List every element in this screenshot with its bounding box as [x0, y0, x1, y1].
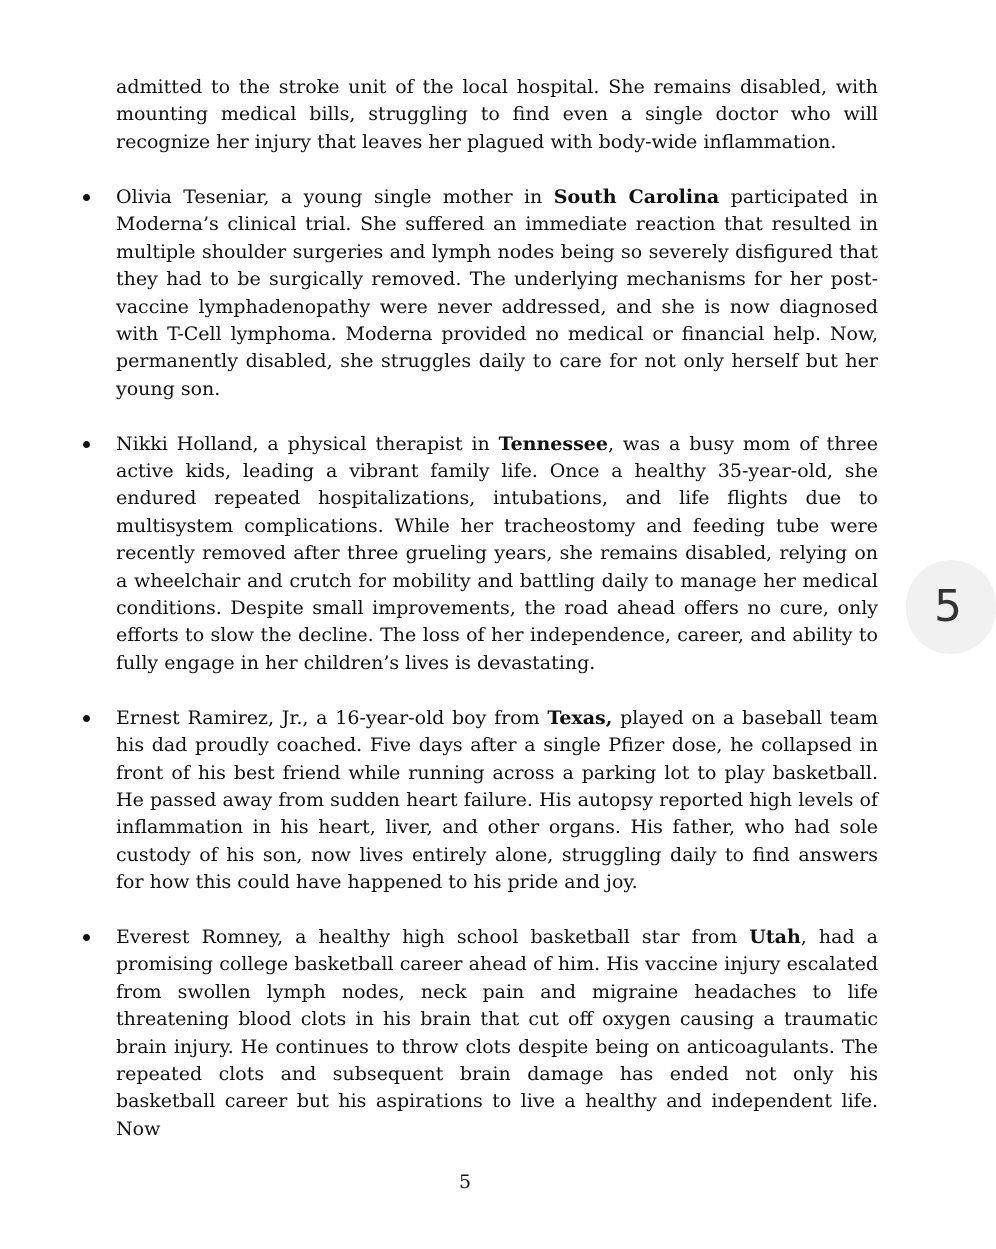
list-item	[0, 431, 878, 678]
bullet-dot-icon	[83, 715, 90, 722]
page-number: 5	[458, 1171, 472, 1193]
bullet-text-rest: participated in Moderna’s clinical trial. She suffered an immediate reaction that resulted in multiple shoulder surgeries and lymph nodes being so severely disfigured that they had to be surgically removed. The underlying mechanisms for her post-vaccine lymphadenopathy were never addressed, and she is now diagnosed with T-Cell lymphoma. Moderna provided no medical or financial help. Now, permanently disabled, she struggles daily to care for not only herself but her young son.	[116, 186, 878, 400]
bullet-text-rest: , was a busy mom of three active kids, leading a vibrant family life. Once a healthy 35-year-old, she endured repeated hospitalizations, intubations, and life flights due to multisystem complications. While her tracheostomy and feeding tube were recently removed after three grueling years, she remains disabled, relying on a wheelchair and crutch for mobility and battling daily to manage her medical conditions. Despite small improvements, the road ahead offers no cure, only efforts to slow the decline. The loss of her independence, career, and ability to fully engage in her children’s lives is devastating.	[116, 432, 878, 674]
bullet-state-name: South Carolina	[553, 186, 720, 208]
bullet-text-start: Olivia Teseniar, a young single mother in	[116, 186, 554, 208]
bullet-dot-icon	[83, 934, 90, 941]
bullet-dot-icon	[83, 441, 90, 448]
bullet-state-name: Tennessee	[498, 432, 608, 455]
list-item	[0, 924, 878, 1143]
page-indicator-tab[interactable]	[906, 560, 996, 654]
list-item	[0, 184, 878, 403]
list-item	[0, 705, 878, 897]
continuation-paragraph: admitted to the stroke unit of the local hospital. She remains disabled, with mounting medical bills, struggling to find even a single doctor who will recognize her injury that leaves her plagued with body-wide inflammation.	[116, 76, 878, 153]
bullet-text-start: Nikki Holland, a physical therapist in	[116, 432, 499, 455]
bullet-text-rest: played on a baseball team his dad proudly coached. Five days after a single Pfizer dose, he collapsed in front of his best friend while running across a parking lot to play basketball. He passed away from sudden heart failure. His autopsy reported high levels of inflammation in his heart, liver, and other organs. His father, who had sole custody of his son, now lives entirely alone, struggling daily to find answers for how this could have happened to his pride and joy.	[116, 706, 878, 894]
bullet-state-name: Utah	[749, 925, 801, 948]
page-indicator-label: 5	[934, 581, 962, 632]
bullet-text-start: Everest Romney, a healthy high school basketball star from	[116, 925, 750, 948]
bullet-text-rest: , had a promising college basketball career ahead of him. His vaccine injury escalated from swollen lymph nodes, neck pain and migraine headaches to life threatening blood clots in his brain that cut off oxygen causing a traumatic brain injury. He continues to throw clots despite being on anticoagulants. The repeated clots and subsequent brain damage has ended not only his basketball career but his aspirations to live a healthy and independent life. Now	[116, 925, 878, 1140]
bullet-state-name: Texas,	[547, 706, 613, 729]
bullet-list	[0, 184, 948, 1171]
bullet-text-start: Ernest Ramirez, Jr., a 16-year-old boy from	[116, 706, 548, 729]
bullet-dot-icon	[83, 194, 90, 201]
